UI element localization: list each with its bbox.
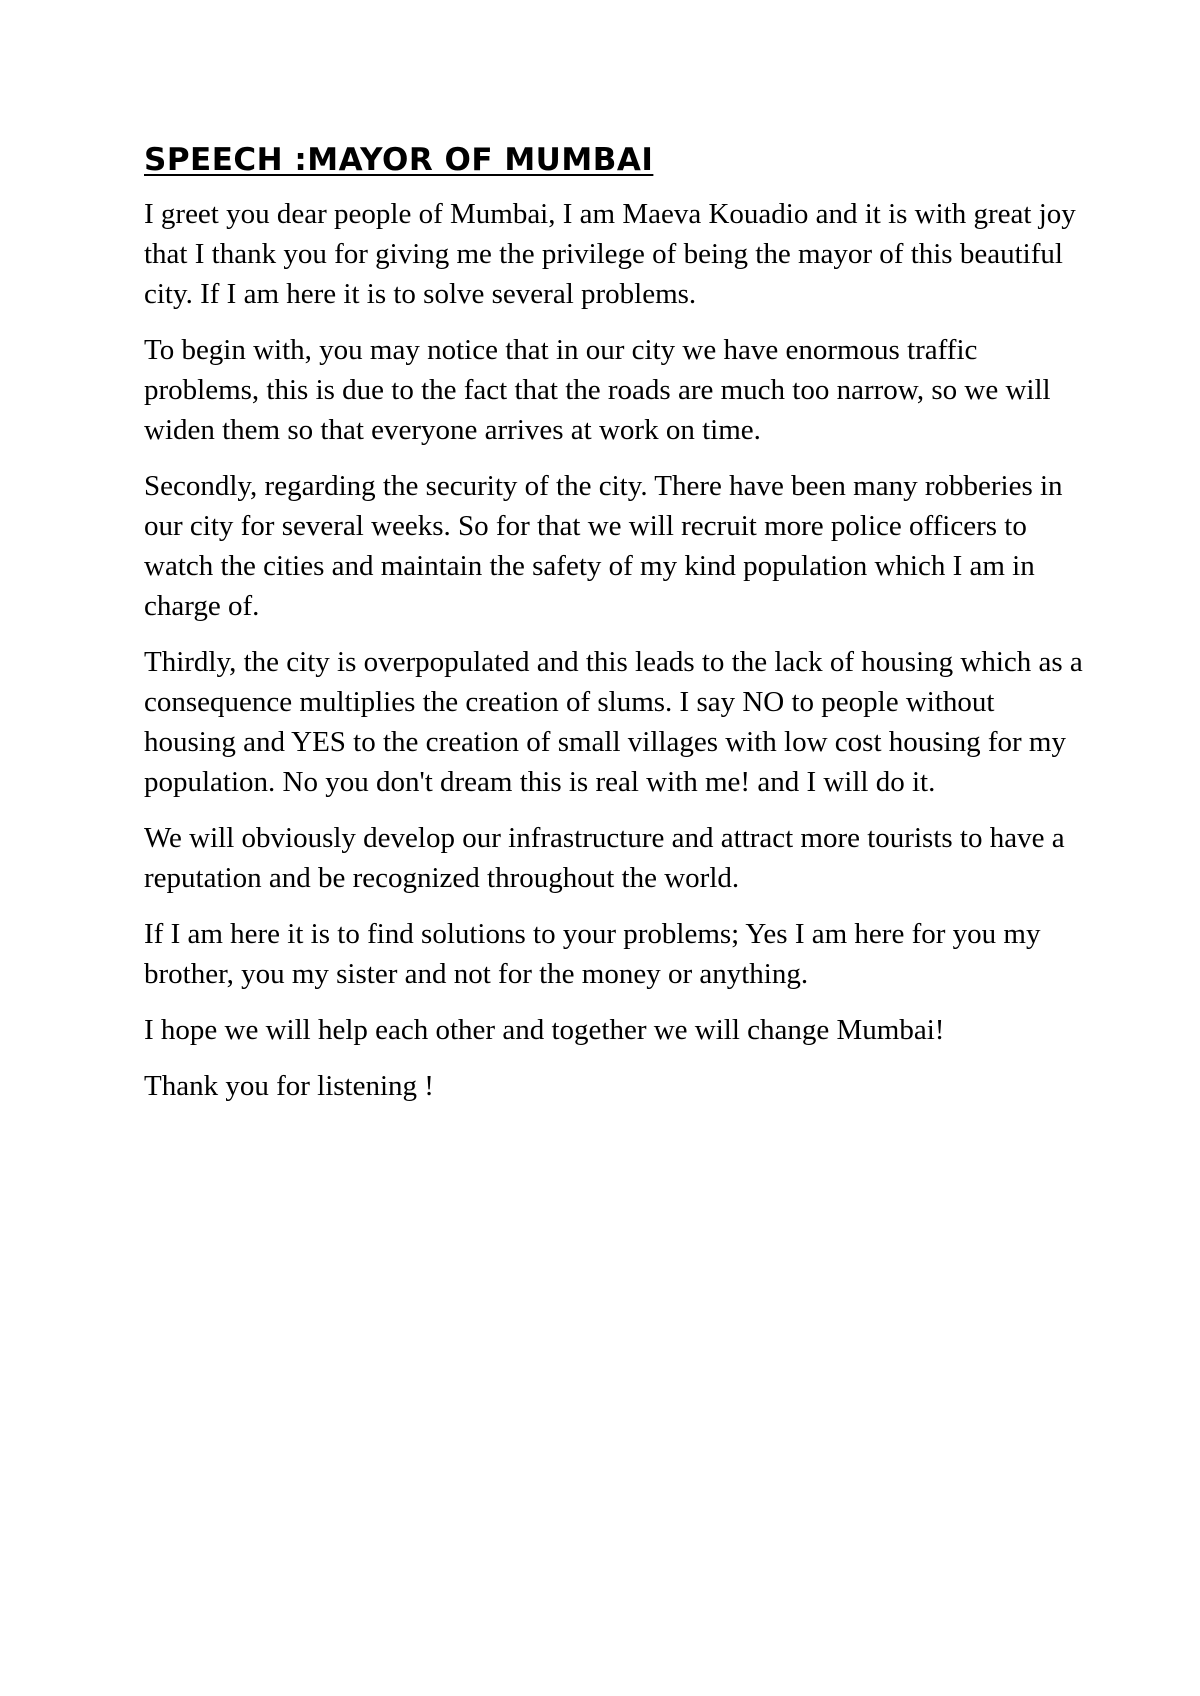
- paragraph-housing: Thirdly, the city is overpopulated and this leads to the lack of housing which as a consequence multiplies the creation of slums. I say NO to people without housing and YES to the creation of small villages with low cost housing for my population. No you don't dream this is real with me! and I will do it.: [144, 646, 1083, 798]
- paragraph-closing: Thank you for listening !: [144, 1070, 434, 1102]
- paragraph-infrastructure: We will obviously develop our infrastructure and attract more tourists to have a reputation and be recognized throughout the world.: [144, 822, 1065, 894]
- paragraph-greeting: I greet you dear people of Mumbai, I am Maeva Kouadio and it is with great joy that I thank you for giving me the privilege of being the mayor of this beautiful city. If I am here it is to solve several problems.: [144, 198, 1076, 310]
- paragraph-change: I hope we will help each other and together we will change Mumbai!: [144, 1014, 945, 1046]
- paragraph-solutions: If I am here it is to find solutions to your problems; Yes I am here for you my brother, you my sister and not for the money or anything.: [144, 918, 1041, 990]
- paragraph-traffic: To begin with, you may notice that in our city we have enormous traffic problems, this is due to the fact that the roads are much too narrow, so we will widen them so that everyone arrives at work on time.: [144, 334, 1051, 446]
- paragraph-security: Secondly, regarding the security of the city. There have been many robberies in our city for several weeks. So for that we will recruit more police officers to watch the cities and maintain the safety of my kind population which I am in charge of.: [144, 470, 1063, 622]
- document-body: [144, 140, 1084, 1122]
- document-title: SPEECH :MAYOR OF MUMBAI: [144, 142, 654, 178]
